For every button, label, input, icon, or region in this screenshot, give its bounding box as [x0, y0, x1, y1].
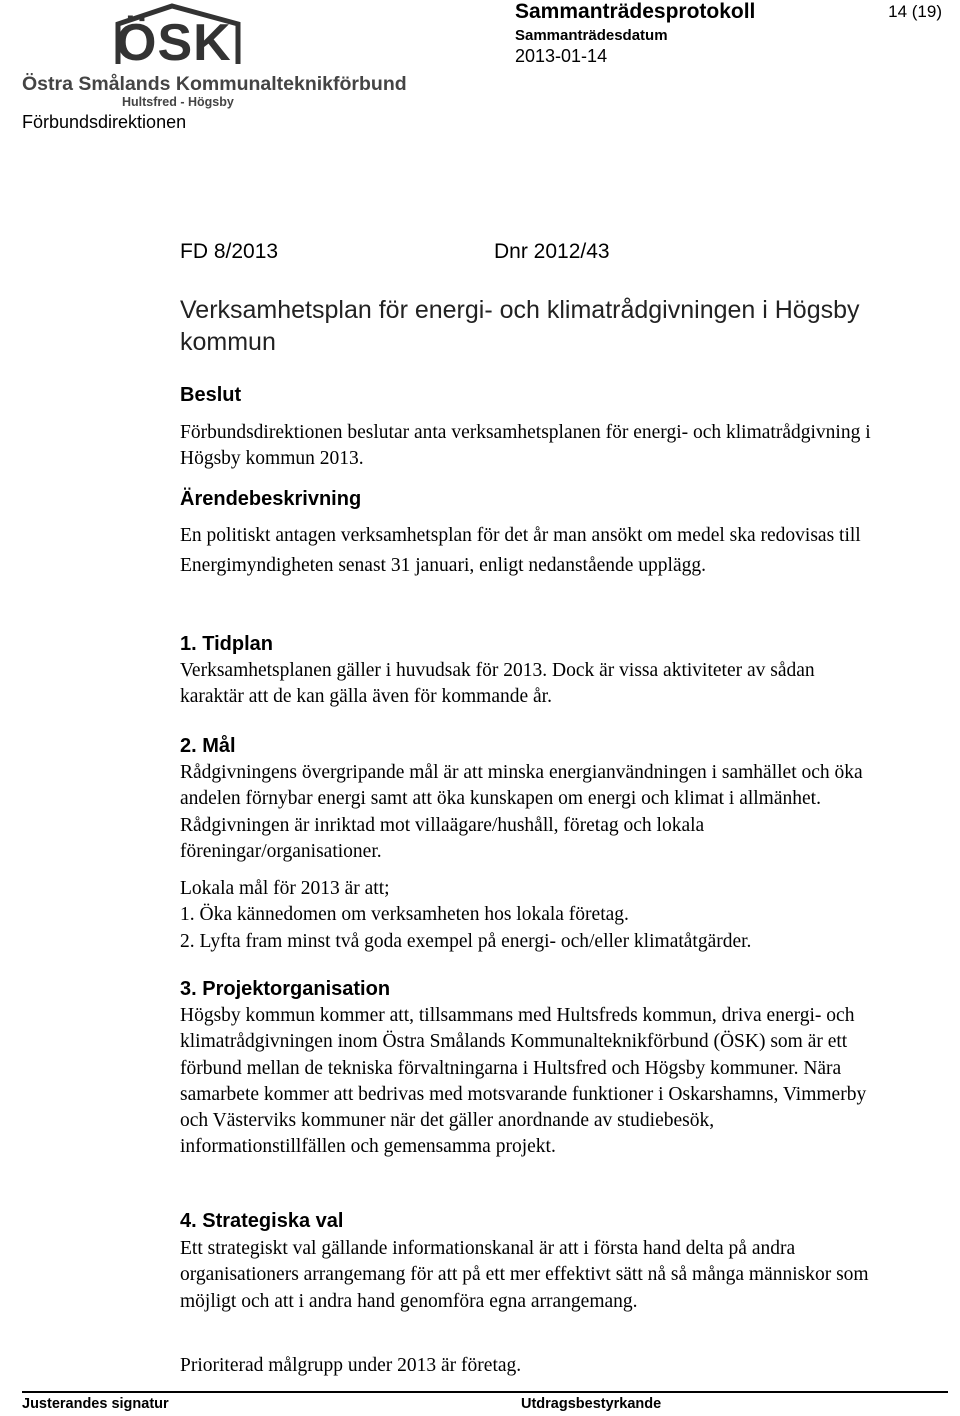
footer-divider: [22, 1391, 948, 1393]
paragraph-projektorganisation: Högsby kommun kommer att, tillsammans med Hultsfreds kommun, driva energi- och klimatrådgivningen inom Östra Smålands Kommunalteknikförbund (ÖSK) som är ett förbund mellan de tekniska förvaltningarna i Hultsfred och Högsby kommuner. Nära samarbete kommer att bedrivas med motsvarande funktioner i Oskarshamns, Vimmerby och Västerviks kommuner när det gäller anordnande av studiebesök, informationstillfällen och gemensamma projekt.: [180, 1005, 867, 1158]
org-unit: Förbundsdirektionen: [22, 112, 187, 132]
dnr-number: Dnr 2012/43: [494, 240, 610, 263]
paragraph-mal: Rådgivningens övergripande mål är att minska energianvändningen i samhället och öka andelen förnybar energi samt att öka kunskapen om energi och klimat i allmänhet. Rådgivningen är inriktad mot villaägare/hushåll, företag och lokala föreningar/organisationer.: [180, 762, 863, 862]
heading-beslut: Beslut: [180, 384, 242, 406]
osk-logo: [22, 4, 407, 109]
case-title: Verksamhetsplan för energi- och klimatrådgivningen i Högsby kommun: [180, 296, 860, 356]
heading-arendebeskrivning: Ärendebeskrivning: [180, 488, 362, 510]
document-title: Sammanträdesprotokoll: [515, 0, 756, 23]
paragraph-tidplan: Verksamhetsplanen gäller i huvudsak för 2013. Dock är vissa aktiviteter av sådan karaktär att de kan gälla även för kommande år.: [180, 660, 815, 708]
paragraph-priority: Prioriterad målgrupp under 2013 är företag.: [180, 1355, 522, 1376]
meeting-date-label: Sammanträdesdatum: [515, 27, 668, 44]
heading-projektorganisation: 3. Projektorganisation: [180, 978, 391, 1000]
heading-mal: 2. Mål: [180, 735, 236, 757]
page-number: 14 (19): [888, 2, 942, 21]
paragraph-beslut: Förbundsdirektionen beslutar anta verksamhetsplanen för energi- och klimatrådgivning i Högsby kommun 2013.: [180, 422, 871, 470]
local-goal-item: 1. Öka kännedomen om verksamheten hos lokala företag.: [180, 904, 629, 926]
heading-strategiska-val: 4. Strategiska val: [180, 1210, 344, 1232]
local-goals-intro: Lokala mål för 2013 är att;: [180, 878, 390, 899]
logo-subtitle: Östra Smålands Kommunalteknikförbund: [22, 73, 407, 95]
paragraph-arendebeskrivning: En politiskt antagen verksamhetsplan för det år man ansökt om medel ska redovisas till Energimyndigheten senast 31 januari, enligt nedanstående upplägg.: [180, 525, 861, 576]
extract-certification-label: Utdragsbestyrkande: [521, 1396, 662, 1412]
logo-text: ÖSK: [116, 14, 232, 72]
local-goals-list: [180, 876, 880, 955]
signature-label: Justerandes signatur: [22, 1396, 169, 1412]
local-goal-item: 2. Lyfta fram minst två goda exempel på energi- och/eller klimatåtgärder.: [180, 930, 752, 952]
meeting-date-value: 2013-01-14: [515, 46, 608, 66]
fd-number: FD 8/2013: [180, 240, 279, 263]
paragraph-strategiska-val: Ett strategiskt val gällande informationskanal är att i första hand delta på andra organisationers arrangemang för att på ett mer effektivt sätt nå så många människor som möjligt och att i andra hand genomföra egna arrangemang.: [180, 1238, 869, 1312]
logo-locations: Hultsfred - Högsby: [122, 95, 234, 109]
heading-tidplan: 1. Tidplan: [180, 633, 273, 655]
